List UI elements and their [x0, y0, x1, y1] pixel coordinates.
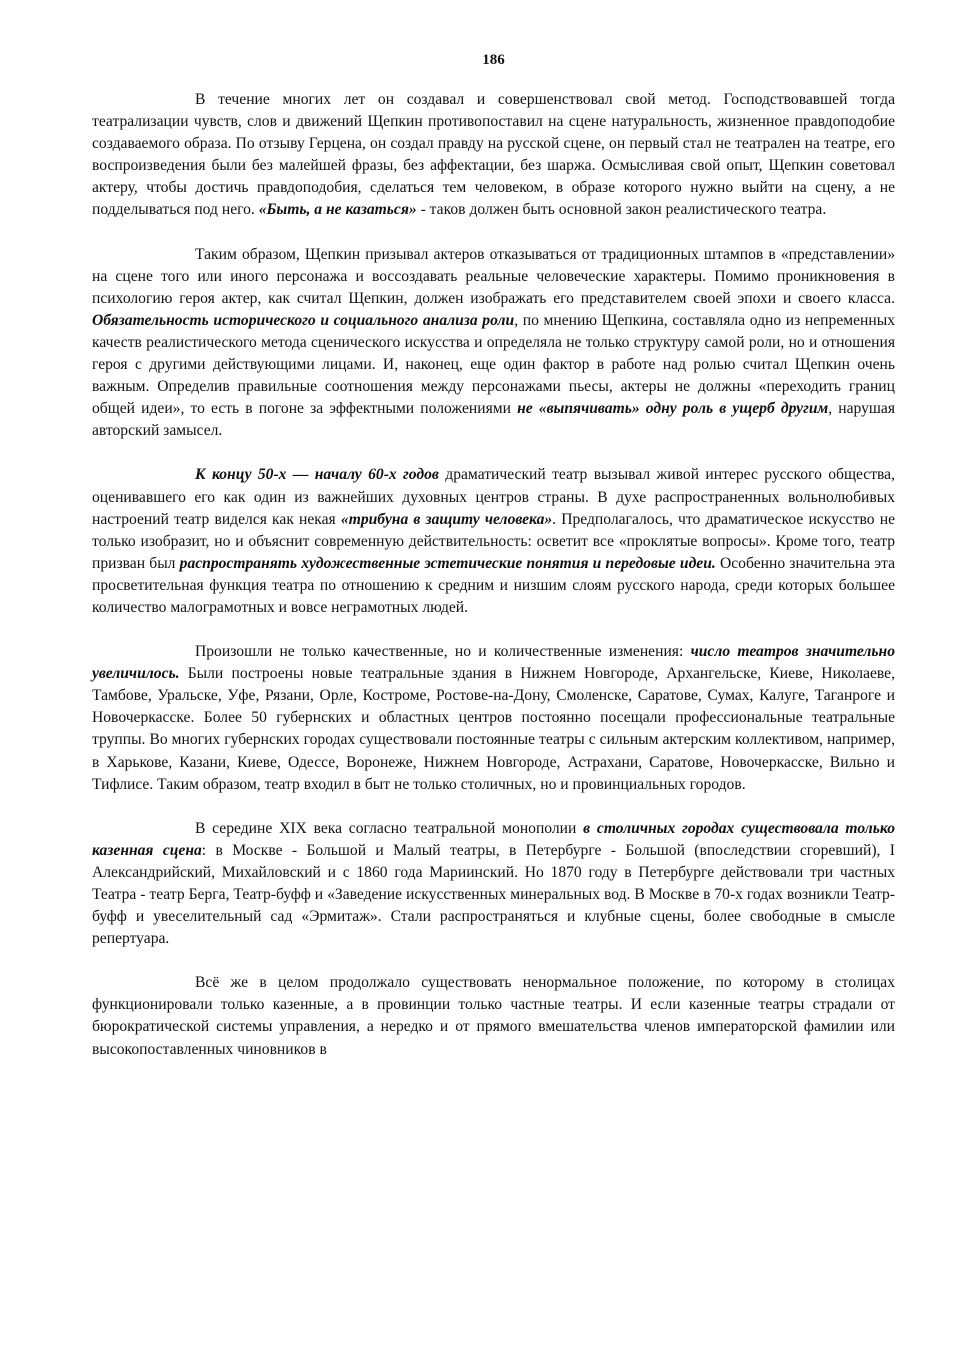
body-text: В середине XIX века согласно театральной монополии	[195, 819, 584, 837]
emphasized-text: «трибуна в защиту человека»	[340, 510, 553, 528]
paragraph-2	[92, 244, 895, 443]
body-text: , по мнению Щепкина, составляла одно из непременных качеств реалистического метода сценического искусства и определяла не только структуру самой роли, но и отношения героя с другими действующими лицами. И, наконец, еще один фактор в работе над ролью считал Щепкин очень важным. Определив правильные соотношения между персонажами пьесы, актеры не должны «переходить границ общей идеи», то есть в погоне за эффектными положениями	[92, 311, 895, 418]
emphasized-text: «Быть, а не казаться»	[258, 201, 417, 219]
body-text: Всё же в целом продолжало существовать ненормальное положение, по которому в столицах функционировали только казенные, а в провинции только частные театры. И если казенные театры страдали от бюрократической системы управления, а нередко и от прямого вмешательства членов императорской фамилии или высокопоставленных чиновников в	[92, 974, 895, 1058]
paragraph-6	[92, 972, 895, 1060]
document-page	[92, 52, 895, 1061]
body-text: , нарушая авторский замысел.	[92, 400, 895, 440]
body-text: Таким образом, Щепкин призывал актеров отказываться от традиционных штампов в «представлении» на сцене того или иного персонажа и воссоздавать реальные человеческие характеры. Помимо проникновения в психологию героя актер, как считал Щепкин, должен изображать его представителем своей эпохи и своего класса.	[92, 245, 895, 307]
emphasized-text: Обязательность исторического и социального анализа роли	[92, 311, 515, 329]
body-text: Особенно значительна эта просветительная функция театра по отношению к средним и низшим слоям русского народа, среди которых большее количество малограмотных и вовсе неграмотных людей.	[92, 554, 895, 616]
body-text: - таков должен быть основной закон реалистического театра.	[416, 201, 827, 219]
body-text: драматический театр вызывал живой интерес русского общества, оценивавшего его как один из важнейших духовных центров страны. В духе распространенных вольнолюбивых настроений театр виделся как некая	[92, 466, 895, 528]
page-number: 186	[482, 52, 505, 68]
body-text: В течение многих лет он создавал и совершенствовал свой метод. Господствовавшей тогда театрализации чувств, слов и движений Щепкин противопоставил на сцене натуральность, жизненное правдоподобие создаваемого образа. По отзыву Герцена, он создал правду на русской сцене, он первый стал не театрален на театре, его воспроизведения были без малейшей фразы, без аффектации, без шаржа. Осмысливая свой опыт, Щепкин советовал актеру, чтобы достичь правдоподобия, сделаться тем человеком, в образе которого нужно выйти на сцену, а не подделываться под него.	[92, 91, 895, 219]
emphasized-text: распространять художественные эстетические понятия и передовые идеи.	[179, 554, 716, 572]
emphasized-text: не «выпячивать» одну роль в ущерб другим	[517, 400, 829, 418]
paragraph-5	[92, 818, 895, 951]
paragraph-3	[92, 464, 895, 619]
emphasized-text: число театров значительно увеличилось.	[92, 643, 895, 683]
paragraph-1	[92, 89, 895, 222]
body-text: Произошли не только качественные, но и количественные изменения:	[195, 643, 691, 661]
body-text: . Предполагалось, что драматическое искусство не только изобразит, но и объяснит современную действительность: осветит все «проклятые вопросы». Кроме того, театр призван был	[92, 510, 895, 572]
body-text: Были построены новые театральные здания в Нижнем Новгороде, Архангельске, Киеве, Николаеве, Тамбове, Уральске, Уфе, Рязани, Орле, Костроме, Ростове-на-Дону, Смоленске, Саратове, Сумах, Калуге, Таганроге и Новочеркасске. Более 50 губернских и областных центров постоянно посещали профессиональные театральные труппы. Во многих губернских городах существовали постоянные театры с сильным актерским коллективом, например, в Харькове, Казани, Киеве, Одессе, Воронеже, Нижнем Новгороде, Астрахани, Саратове, Новочеркасске, Вильно и Тифлисе. Таким образом, театр входил в быт не только столичных, но и провинциальных городов.	[92, 665, 895, 793]
body-text: : в Москве - Большой и Малый театры, в Петербурге - Большой (впоследствии сгоревший), I Александрийский, Михайловский и с 1860 года Мариинский. Но 1870 году в Петербурге действовали три частных Театра - театр Берга, Театр-буфф и «Заведение искусственных минеральных вод. В Москве в 70-х годах возникли Театр-буфф и увеселительный сад «Эрмитаж». Стали распространяться и клубные сцены, более свободные в смысле репертуара.	[92, 841, 895, 948]
emphasized-text: К концу 50-х — началу 60-х годов	[195, 466, 439, 484]
emphasized-text: в столичных городах существовала только казенная сцена	[92, 819, 896, 859]
paragraph-4	[92, 641, 895, 796]
